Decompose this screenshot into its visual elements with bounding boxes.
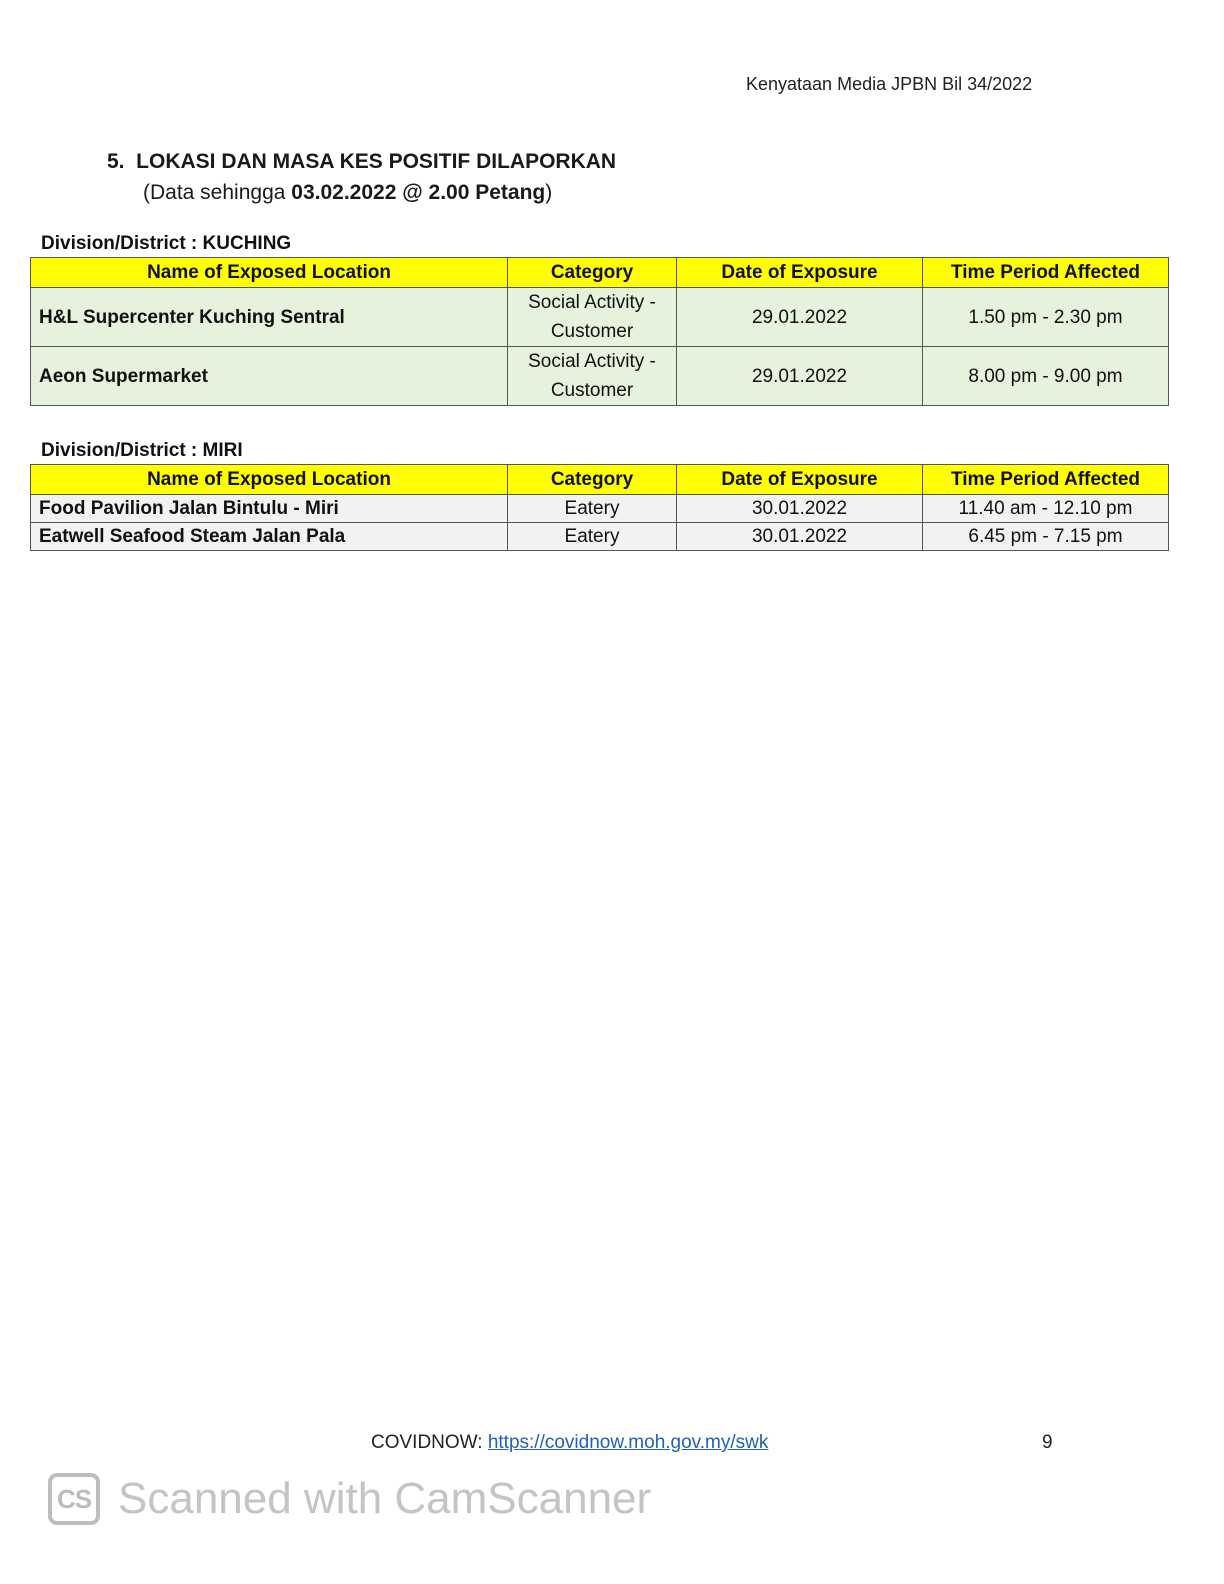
table-row [31, 495, 1169, 523]
kuching-exposure-table [30, 257, 1169, 406]
cell-location: Eatwell Seafood Steam Jalan Pala [31, 523, 508, 551]
footer-label: COVIDNOW: [371, 1432, 488, 1453]
column-header-time: Time Period Affected [923, 465, 1169, 495]
footer [371, 1432, 768, 1454]
cell-category: Social Activity - Customer [508, 347, 677, 406]
column-header-category: Category [508, 258, 677, 288]
page-number: 9 [1042, 1432, 1053, 1453]
district-label-kuching: Division/District : KUCHING [41, 233, 292, 254]
cell-date: 30.01.2022 [677, 495, 923, 523]
column-header-time: Time Period Affected [923, 258, 1169, 288]
table-header-row [31, 258, 1169, 288]
miri-exposure-table [30, 464, 1169, 551]
cell-date: 29.01.2022 [677, 347, 923, 406]
subtitle-date: 03.02.2022 @ 2.00 Petang [291, 181, 546, 204]
subtitle-prefix: (Data sehingga [143, 181, 292, 204]
covidnow-link[interactable]: https://covidnow.moh.gov.my/swk [487, 1432, 769, 1453]
table-row [31, 523, 1169, 551]
cell-date: 29.01.2022 [677, 288, 923, 347]
camscanner-text: Scanned with CamScanner [118, 1474, 652, 1523]
column-header-location: Name of Exposed Location [31, 465, 508, 495]
cell-time: 6.45 pm - 7.15 pm [923, 523, 1169, 551]
table-row [31, 288, 1169, 347]
cell-time: 1.50 pm - 2.30 pm [923, 288, 1169, 347]
cell-time: 8.00 pm - 9.00 pm [923, 347, 1169, 406]
cell-category: Eatery [508, 495, 677, 523]
cell-category: Eatery [508, 523, 677, 551]
column-header-date: Date of Exposure [677, 258, 923, 288]
column-header-location: Name of Exposed Location [31, 258, 508, 288]
camscanner-logo-icon: CS [48, 1473, 100, 1525]
cell-category: Social Activity - Customer [508, 288, 677, 347]
column-header-category: Category [508, 465, 677, 495]
cell-date: 30.01.2022 [677, 523, 923, 551]
table-header-row [31, 465, 1169, 495]
section-subtitle [143, 181, 552, 205]
district-label-miri: Division/District : MIRI [41, 440, 243, 461]
cell-location: H&L Supercenter Kuching Sentral [31, 288, 508, 347]
cell-location: Aeon Supermarket [31, 347, 508, 406]
cell-location: Food Pavilion Jalan Bintulu - Miri [31, 495, 508, 523]
header-reference: Kenyataan Media JPBN Bil 34/2022 [746, 74, 1033, 94]
table-row [31, 347, 1169, 406]
column-header-date: Date of Exposure [677, 465, 923, 495]
section-title: 5. LOKASI DAN MASA KES POSITIF DILAPORKAN [107, 150, 617, 173]
camscanner-watermark [48, 1471, 651, 1527]
subtitle-suffix: ) [545, 181, 553, 204]
cell-time: 11.40 am - 12.10 pm [923, 495, 1169, 523]
